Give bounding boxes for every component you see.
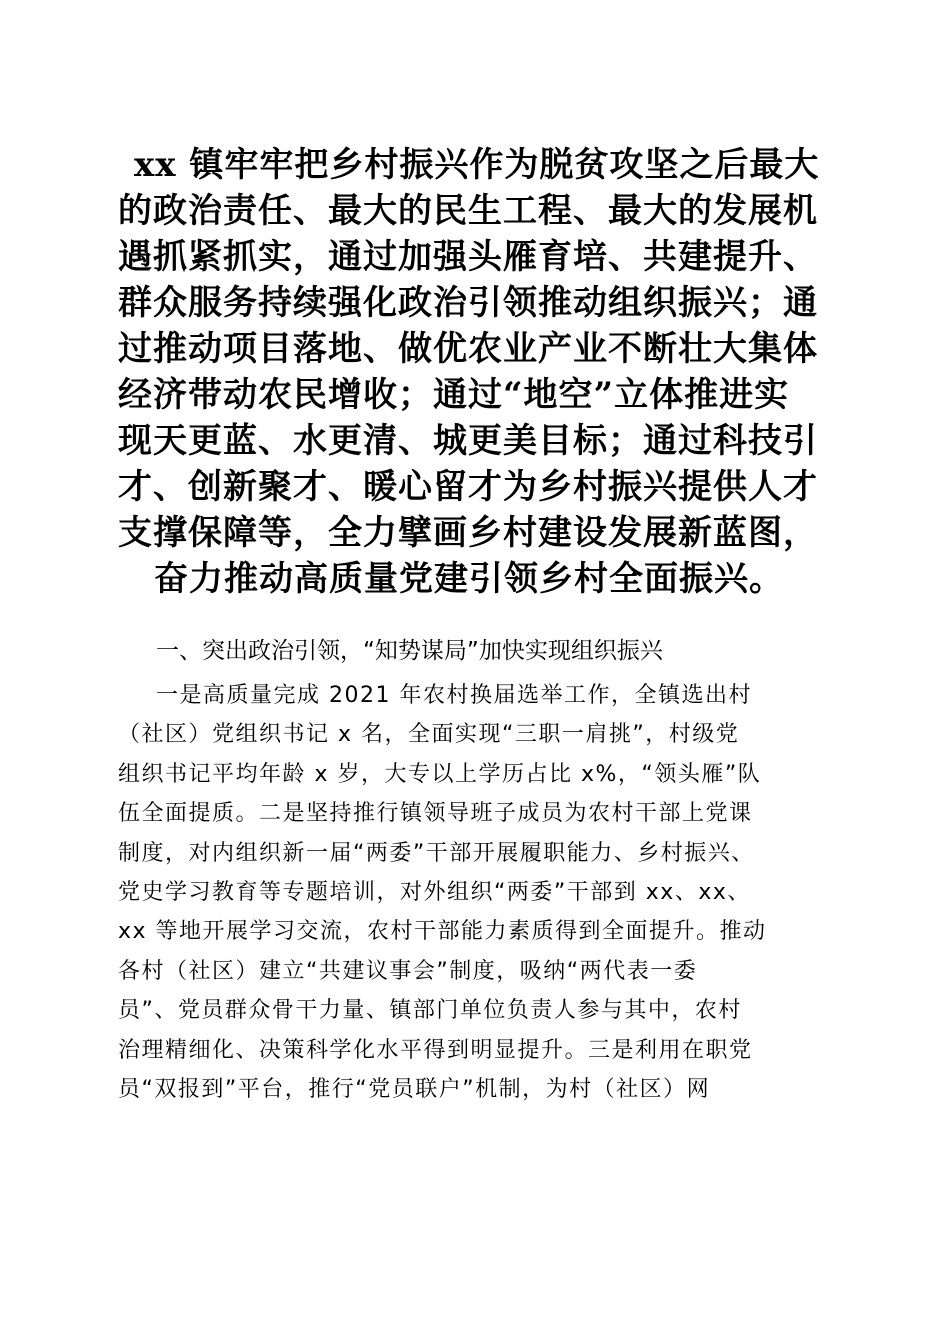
body-line: 各村（社区）建立“共建议事会”制度，吸纳“两代表一委 xyxy=(118,958,698,984)
summary-line: 过推动项目落地、做优农业产业不断壮大集体 xyxy=(118,329,818,369)
body-line: （社区）党组织书记 x 名，全面实现“三职一肩挑”，村级党 xyxy=(118,722,740,748)
body-line: 党史学习教育等专题培训，对外组织“两委”干部到 xx、xx、 xyxy=(118,879,751,905)
summary-paragraph xyxy=(118,142,830,602)
body-line: 制度，对内组织新一届“两委”干部开展履职能力、乡村振兴、 xyxy=(118,840,755,866)
summary-line: 经济带动农民增收；通过“地空”立体推进实 xyxy=(118,375,790,415)
body-line: 员“双报到”平台，推行“党员联户”机制，为村（社区）网 xyxy=(118,1076,711,1102)
body-line: 伍全面提质。二是坚持推行镇领导班子成员为农村干部上党课 xyxy=(118,801,753,827)
summary-line: xx 镇牢牢把乡村振兴作为脱贫攻坚之后最大 xyxy=(134,145,820,185)
summary-line: 支撑保障等，全力擘画乡村建设发展新蓝图， xyxy=(118,513,818,553)
summary-line: 的政治责任、最大的民生工程、最大的发展机 xyxy=(118,191,818,231)
summary-line: 现天更蓝、水更清、城更美目标；通过科技引 xyxy=(118,421,818,461)
summary-line: 才、创新聚才、暖心留才为乡村振兴提供人才 xyxy=(118,467,818,507)
summary-line: 奋力推动高质量党建引领乡村全面振兴。 xyxy=(154,559,784,599)
section-heading: 一、突出政治引领，“知势谋局”加快实现组织振兴 xyxy=(156,638,663,664)
summary-line: 群众服务持续强化政治引领推动组织振兴；通 xyxy=(118,283,818,323)
body-line: 组织书记平均年龄 x 岁，大专以上学历占比 x%，“领头雁”队 xyxy=(118,761,762,787)
summary-line: 遇抓紧抓实，通过加强头雁育培、共建提升、 xyxy=(118,237,818,277)
body-line: xx 等地开展学习交流，农村干部能力素质得到全面提升。推动 xyxy=(118,919,767,945)
body-line: 治理精细化、决策科学化水平得到明显提升。三是利用在职党 xyxy=(118,1037,753,1063)
body-line: 员”、党员群众骨干力量、镇部门单位负责人参与其中，农村 xyxy=(118,998,742,1024)
body-line: 一是高质量完成 2021 年农村换届选举工作，全镇选出村 xyxy=(156,683,752,708)
section-body xyxy=(118,676,842,1109)
